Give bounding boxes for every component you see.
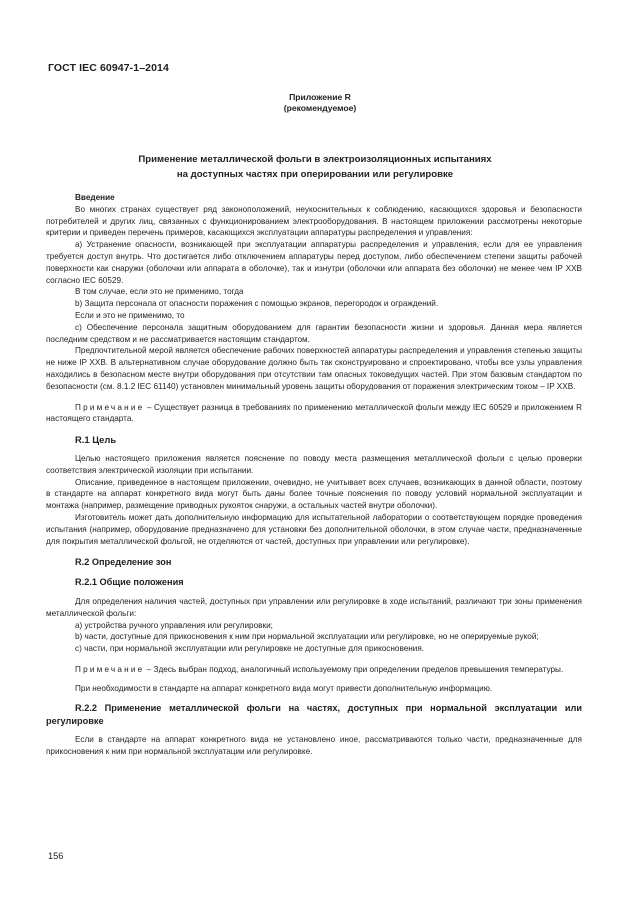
intro-item-b: b) Защита персонала от опасности поражения с помощью экранов, перегородок и ограждений. [75,299,439,309]
intro-condition-1: В том случае, если это не применимо, тогда [75,287,244,297]
document-title-line-2: на доступных частях при оперировании или регулировке [176,169,454,180]
intro-item-c: c) Обеспечение персонала защитным оборудованием для гарантии безопасности жизни и здоровья. Данная мера является последним средством и не рассматривается настоящим стандартом. [46,322,582,344]
annex-status: (рекомендуемое) [283,103,357,113]
intro-condition-2: Если и это не применимо, то [75,310,185,320]
section-r21-item-b: b) части, доступные для прикосновения к ним при нормальной эксплуатации или регулировке, но не оперируемые рукой; [75,632,539,642]
section-r21-heading: R.2.1 Общие положения [75,577,184,588]
section-r22-heading: R.2.2 Применение металлической фольги на частях, доступных при нормальной эксплуатации или регулировке [46,703,582,727]
annex-title: Приложение R [289,92,351,102]
intro-paragraph-1: Во многих странах существует ряд законоположений, неукоснительных к соблюдению, касающихся здоровья и безопасности потребителей и других лиц, связанных с функционированием электрооборудования. В настоящем приложении рассмотрены некоторые критерии и приведен перечень примеров, касающихся эксплуатации аппаратуры распределения и управления: [46,204,582,238]
section-r1-paragraph-2: Описание, приведенное в настоящем приложении, очевидно, не учитывает всех случаев, возникающих в данной области, поэтому в стандарте на аппарат конкретного вида могут быть даны более точные пояснения по поводу условий нормальной эксплуатации и монтажа (например, размещение приводных рукояток снаружи, а остальных частей внутри оболочки). [46,477,582,511]
note-label: Примечание [75,664,145,674]
standard-header: ГОСТ IEC 60947-1–2014 [48,62,169,74]
section-r21-item-c: c) части, при нормальной эксплуатации или регулировке не доступные для прикосновения. [75,644,425,654]
intro-note [46,402,582,426]
intro-item-a: a) Устранение опасности, возникающей при эксплуатации аппаратуры распределения и управления, если для ее управления требуется доступ внутрь. Что достигается либо отключением аппаратуры перед доступом, либо обеспечением степени защиты рабочей поверхности как снаружи (оболочки или аппарата в оболочке), так и изнутри (оболочки или аппарата без оболочки) не менее чем IP XXB согласно IEC 60529. [46,240,582,285]
note-text: – Здесь выбран подход, аналогичный используемому при определении пределов превышения температуры. [144,664,564,674]
page-number: 156 [48,851,64,861]
section-r22-paragraph-1: Если в стандарте на аппарат конкретного вида не установлено иное, рассматриваются только части, предназначенные для прикосновения к ним при нормальной эксплуатации или регулировке. [46,735,582,757]
section-r21-note [46,664,582,676]
section-r21-item-a: a) устройства ручного управления или регулировки; [75,620,273,630]
intro-heading: Введение [75,193,115,202]
note-text: – Существует разница в требованиях по применению металлической фольги между IEC 60529 и приложением R настоящего стандарта. [46,402,582,424]
intro-paragraph-2: Предпочтительной мерой является обеспечение рабочих поверхностей аппаратуры распределения и управления степенью защиты не ниже IP XXB. В альтернативном случае оборудование должно быть так сконструировано и спроектировано, чтобы все узлы управления находились в безопасном месте внутри оборудования при отсутствии там опасных токоведущих частей. При этом базовым стандартом по безопасности (см. 8.1.2 IEC 61140) установлен минимальный уровень защиты оборудования от поражения электрическим током – IP XXB. [46,346,582,391]
document-title-line-1: Применение металлической фольги в электроизоляционных испытаниях [138,154,492,165]
section-r2-heading: R.2 Определение зон [75,557,172,568]
note-label: Примечание [75,402,145,412]
document-body [46,192,582,758]
section-r1-paragraph-1: Целью настоящего приложения является пояснение по поводу места размещения металлической фольги с целью проверки соответствия электрической изоляции при испытании. [46,453,582,475]
section-r21-paragraph-1: Для определения наличия частей, доступных при управлении или регулировке в ходе испытаний, различают три зоны применения металлической фольги: [46,596,582,618]
section-r1-paragraph-3: Изготовитель может дать дополнительную информацию для испытательной лаборатории о соответствующем порядке проведения испытания (например, оборудование предназначено для установки без дополнительной оболочки, в этом случае части, предназначенные для покрытия металлической фольгой, не отделяются от частей, доступных при управлении или регулировке). [46,512,582,546]
section-r21-paragraph-2: При необходимости в стандарте на аппарат конкретного вида могут привести дополнительную информацию. [75,683,493,693]
section-r1-heading: R.1 Цель [75,434,117,446]
